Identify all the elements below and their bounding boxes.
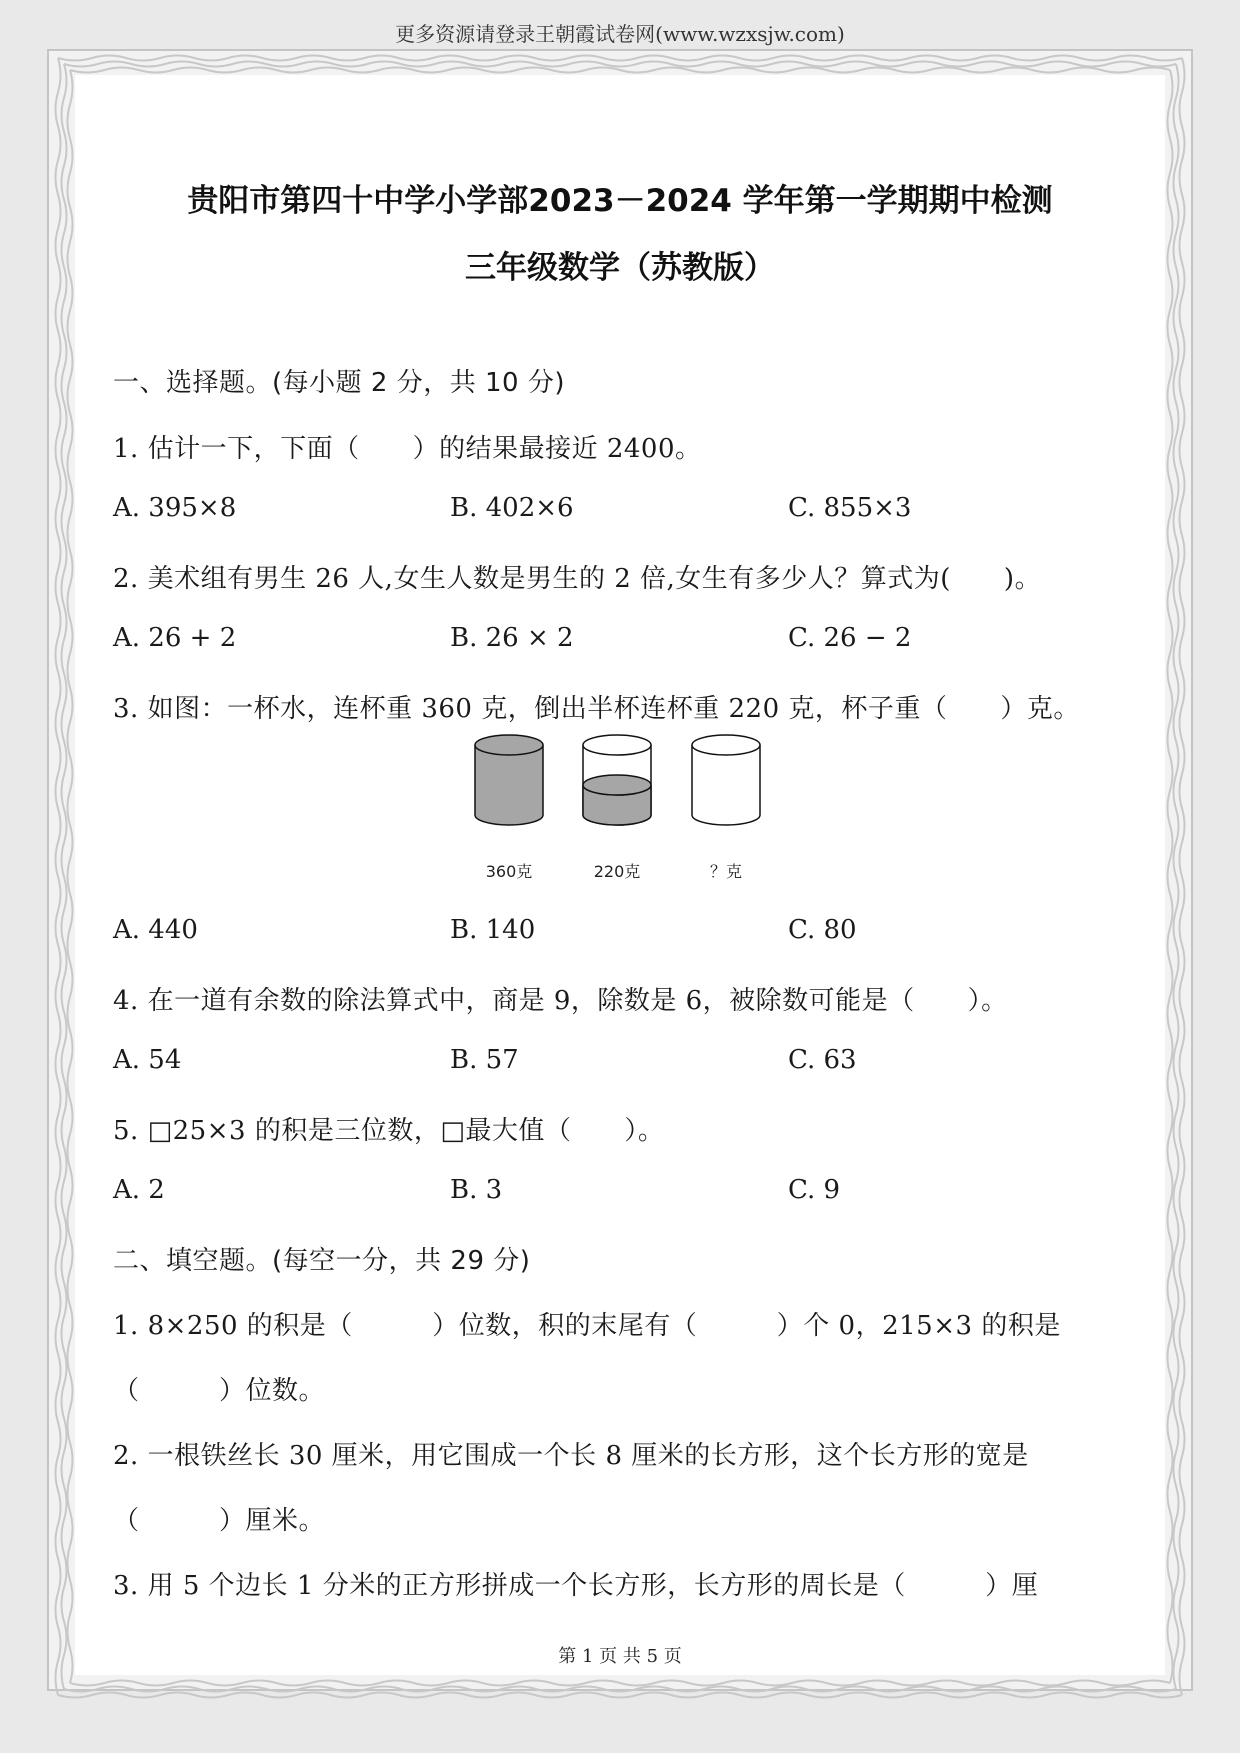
cup-label-half: 220克 <box>593 862 641 881</box>
cup-empty <box>692 735 760 825</box>
q2-option-b: B. 26 × 2 <box>450 623 574 653</box>
fill-question-2: 2. 一根铁丝长 30 厘米，用它围成一个长 8 厘米的长方形，这个长方形的宽是 <box>113 1441 1029 1471</box>
section-heading-choice: 一、选择题。(每小题 2 分，共 10 分) <box>113 368 565 398</box>
q3-option-b: B. 140 <box>450 915 536 945</box>
q1-option-b: B. 402×6 <box>450 493 574 523</box>
q5-option-c: C. 9 <box>788 1175 841 1205</box>
fill-question-1-cont: （ ）位数。 <box>113 1376 326 1406</box>
fill-question-2-cont: （ ）厘米。 <box>113 1506 326 1536</box>
cups-figure <box>460 730 780 890</box>
q5-option-a: A. 2 <box>113 1175 165 1205</box>
question-4: 4. 在一道有余数的除法算式中，商是 9，除数是 6，被除数可能是（ ）。 <box>113 986 1008 1016</box>
fill-question-1: 1. 8×250 的积是（ ）位数，积的末尾有（ ）个 0，215×3 的积是 <box>113 1311 1061 1341</box>
exam-subtitle: 三年级数学（苏教版） <box>465 250 775 286</box>
question-1: 1. 估计一下，下面（ ）的结果最接近 2400。 <box>113 434 702 464</box>
site-watermark: 更多资源请登录王朝霞试卷网(www.wzxsjw.com) <box>395 22 845 46</box>
cup-half <box>583 735 651 825</box>
q2-option-c: C. 26 − 2 <box>788 623 912 653</box>
q3-option-c: C. 80 <box>788 915 857 945</box>
question-5: 5. □25×3 的积是三位数，□最大值（ ）。 <box>113 1116 665 1146</box>
page-footer: 第 1 页 共 5 页 <box>558 1646 682 1667</box>
q2-option-a: A. 26 + 2 <box>113 623 237 653</box>
cup-full <box>475 735 543 825</box>
q4-option-c: C. 63 <box>788 1045 857 1075</box>
q1-option-c: C. 855×3 <box>788 493 912 523</box>
cup-label-empty: ？克 <box>709 862 743 881</box>
fill-question-3: 3. 用 5 个边长 1 分米的正方形拼成一个长方形，长方形的周长是（ ）厘 <box>113 1571 1039 1601</box>
cup-label-full: 360克 <box>485 862 533 881</box>
q4-option-a: A. 54 <box>113 1045 182 1075</box>
q4-option-b: B. 57 <box>450 1045 519 1075</box>
question-3: 3. 如图：一杯水，连杯重 360 克，倒出半杯连杯重 220 克，杯子重（ ）克。 <box>113 694 1080 724</box>
q5-option-b: B. 3 <box>450 1175 503 1205</box>
q3-option-a: A. 440 <box>113 915 198 945</box>
question-2: 2. 美术组有男生 26 人,女生人数是男生的 2 倍,女生有多少人？算式为( )。 <box>113 564 1042 594</box>
section-heading-fill: 二、填空题。(每空一分，共 29 分) <box>113 1246 531 1276</box>
exam-title: 贵阳市第四十中学小学部2023－2024 学年第一学期期中检测 <box>187 183 1053 219</box>
q1-option-a: A. 395×8 <box>113 493 237 523</box>
